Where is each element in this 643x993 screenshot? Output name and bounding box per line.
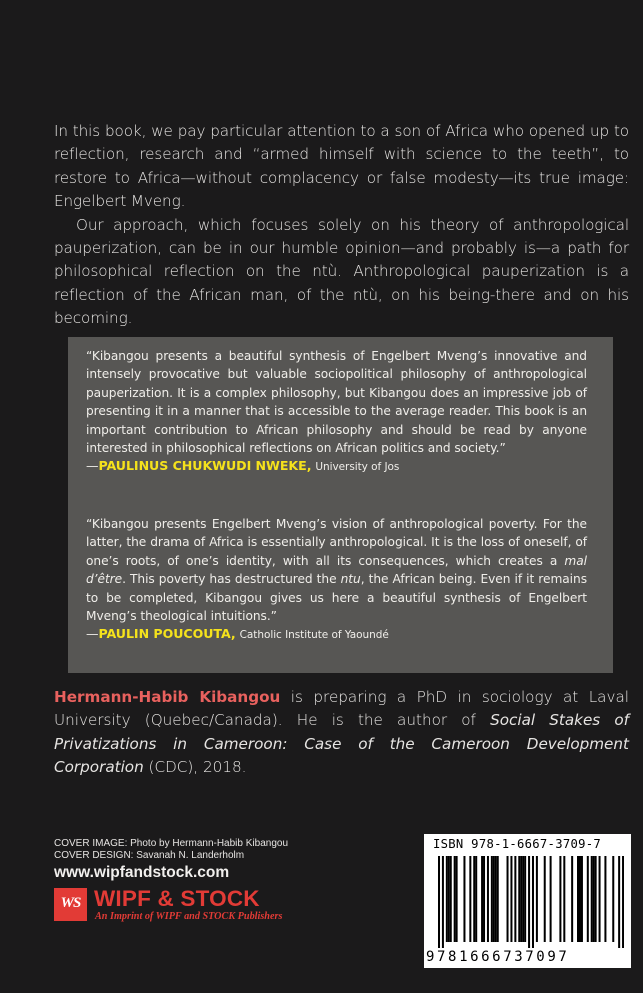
endorsement-dash: — xyxy=(86,458,99,474)
cover-credits xyxy=(54,838,384,862)
endorser-name: PAULINUS CHUKWUDI NWEKE, xyxy=(98,458,312,474)
barcode-bar xyxy=(550,856,552,942)
publisher-website: www.wipfandstock.com xyxy=(54,864,230,881)
barcode-bar xyxy=(593,856,595,942)
barcode-bar xyxy=(579,856,581,942)
barcode-bar xyxy=(495,856,497,942)
barcode-bar xyxy=(448,856,450,942)
endorsement-2 xyxy=(86,515,587,645)
barcode-bar xyxy=(532,856,534,948)
bio-text: is preparing a PhD in sociology at Laval University (Quebec/Canada). He is the author of xyxy=(54,688,629,730)
barcode-digits: 9781666737097 xyxy=(426,949,570,965)
endorsement-dash: — xyxy=(86,626,99,642)
barcode-bar xyxy=(483,856,485,942)
barcode-bar xyxy=(522,856,524,942)
barcode-bar xyxy=(577,856,579,942)
isbn-barcode xyxy=(424,834,631,968)
barcode-bar xyxy=(544,856,546,942)
intro-paragraph-2: Our approach, which focuses solely on his theory of anthropological pauperization, can be in our humble opinion—and probably is—a path for philosophical reflection on the ntù. Anthropological pauperization is a reflection of the African man, of the ntù, on his being-there and on his becoming. xyxy=(54,215,629,328)
barcode-bar xyxy=(520,856,522,942)
ws-logo-text: WS xyxy=(60,895,81,911)
endorser-affiliation: Catholic Institute of Yaoundé xyxy=(239,629,389,642)
barcode-bar xyxy=(454,856,456,942)
barcode-bar xyxy=(528,856,530,948)
intro-text xyxy=(54,120,629,331)
endorser-affiliation: University of Jos xyxy=(315,461,400,474)
endorsement-1-attribution xyxy=(86,457,587,476)
barcode-bar xyxy=(622,856,624,948)
endorsement-2-text-part: “Kibangou presents Engelbert Mveng’s vision of anthropological poverty. For the latter, the drama of Africa is essentially anthropological. It is the loss of oneself, of one’s roots, of one’s identity, with all its consequences, which creates a xyxy=(86,517,587,568)
endorsements-box xyxy=(68,337,613,673)
barcode-bar xyxy=(587,856,589,942)
barcode-bar xyxy=(438,856,440,948)
endorsement-1 xyxy=(86,347,587,477)
barcode-bar xyxy=(475,856,477,942)
cover-design-credit: COVER DESIGN: Savanah N. Landerholm xyxy=(54,850,245,861)
barcode-bar xyxy=(581,856,583,942)
barcode-bar xyxy=(507,856,509,942)
barcode-bar xyxy=(524,856,526,942)
barcode-bar xyxy=(481,856,483,942)
cover-image-credit: COVER IMAGE: Photo by Hermann-Habib Kibangou xyxy=(54,838,288,849)
barcode-bar xyxy=(518,856,520,942)
barcode-bar xyxy=(514,856,516,942)
barcode-bar xyxy=(559,856,561,942)
barcode-bar xyxy=(612,856,614,942)
barcode-bar xyxy=(463,856,465,942)
barcode-bar xyxy=(536,856,538,942)
ws-logo-icon xyxy=(54,888,87,921)
barcode-bar xyxy=(456,856,458,942)
endorsement-2-italic: ntu xyxy=(340,572,361,587)
barcode-bar xyxy=(469,856,471,942)
author-name: Hermann-Habib Kibangou xyxy=(54,688,281,706)
barcode-bar xyxy=(571,856,573,942)
barcode-bar xyxy=(497,856,499,942)
barcode-bar xyxy=(442,856,444,948)
book-title: Social Stakes of Privatizations in Cameroon: Case of the Cameroon Development Corporation xyxy=(54,711,629,777)
barcode-bar xyxy=(591,856,593,942)
publisher-logo xyxy=(54,887,314,927)
endorser-name: PAULIN POUCOUTA, xyxy=(98,626,236,642)
barcode-bar xyxy=(493,856,495,942)
barcode-bar xyxy=(491,856,493,942)
barcode-bar xyxy=(563,856,565,942)
endorsement-2-attribution xyxy=(86,625,587,644)
intro-paragraph-1: In this book, we pay particular attention to a son of Africa who opened up to reflection, research and “armed himself with science to the teeth”, to restore to Africa—without complacency or false modesty—its true image: Engelbert Mveng. xyxy=(54,122,629,211)
publisher-tagline: An Imprint of WIPF and STOCK Publishers xyxy=(95,911,283,922)
barcode-bar xyxy=(510,856,512,942)
endorsement-2-text-part: . This poverty has destructured the xyxy=(122,572,341,587)
endorsement-2-italic: mal d’être xyxy=(86,553,587,587)
barcode-bar xyxy=(595,856,597,942)
author-bio xyxy=(54,686,629,780)
endorsement-2-text-part: , the African being. Even if it remains to be completed, Kibangou gives us here a beautiful synthesis of Engelbert Mveng’s theological intuitions.” xyxy=(86,572,587,624)
barcode-bar xyxy=(450,856,452,942)
publisher-name: WIPF & STOCK xyxy=(94,886,260,911)
barcode-bars xyxy=(438,856,624,948)
barcode-bar xyxy=(487,856,489,942)
barcode-bar xyxy=(446,856,448,942)
bio-text: (CDC), 2018. xyxy=(143,758,247,777)
endorsement-2-text xyxy=(86,515,587,625)
endorsement-1-text: “Kibangou presents a beautiful synthesis of Engelbert Mveng’s innovative and intensely provocative but valuable sociopolitical philosophy of anthropological pauperization. It is a complex philosophy, but Kibangou does an impressive job of presenting it in a manner that is accessible to the average reader. This book is an important contribution to African philosophy and should be read by anyone interested in philosophical reflections on African politics and society.” xyxy=(86,349,587,456)
barcode-bar xyxy=(473,856,475,942)
isbn-label: ISBN 978-1-6667-3709-7 xyxy=(433,837,602,851)
barcode-bar xyxy=(618,856,620,948)
barcode-bar xyxy=(604,856,606,942)
barcode-bar xyxy=(599,856,601,942)
